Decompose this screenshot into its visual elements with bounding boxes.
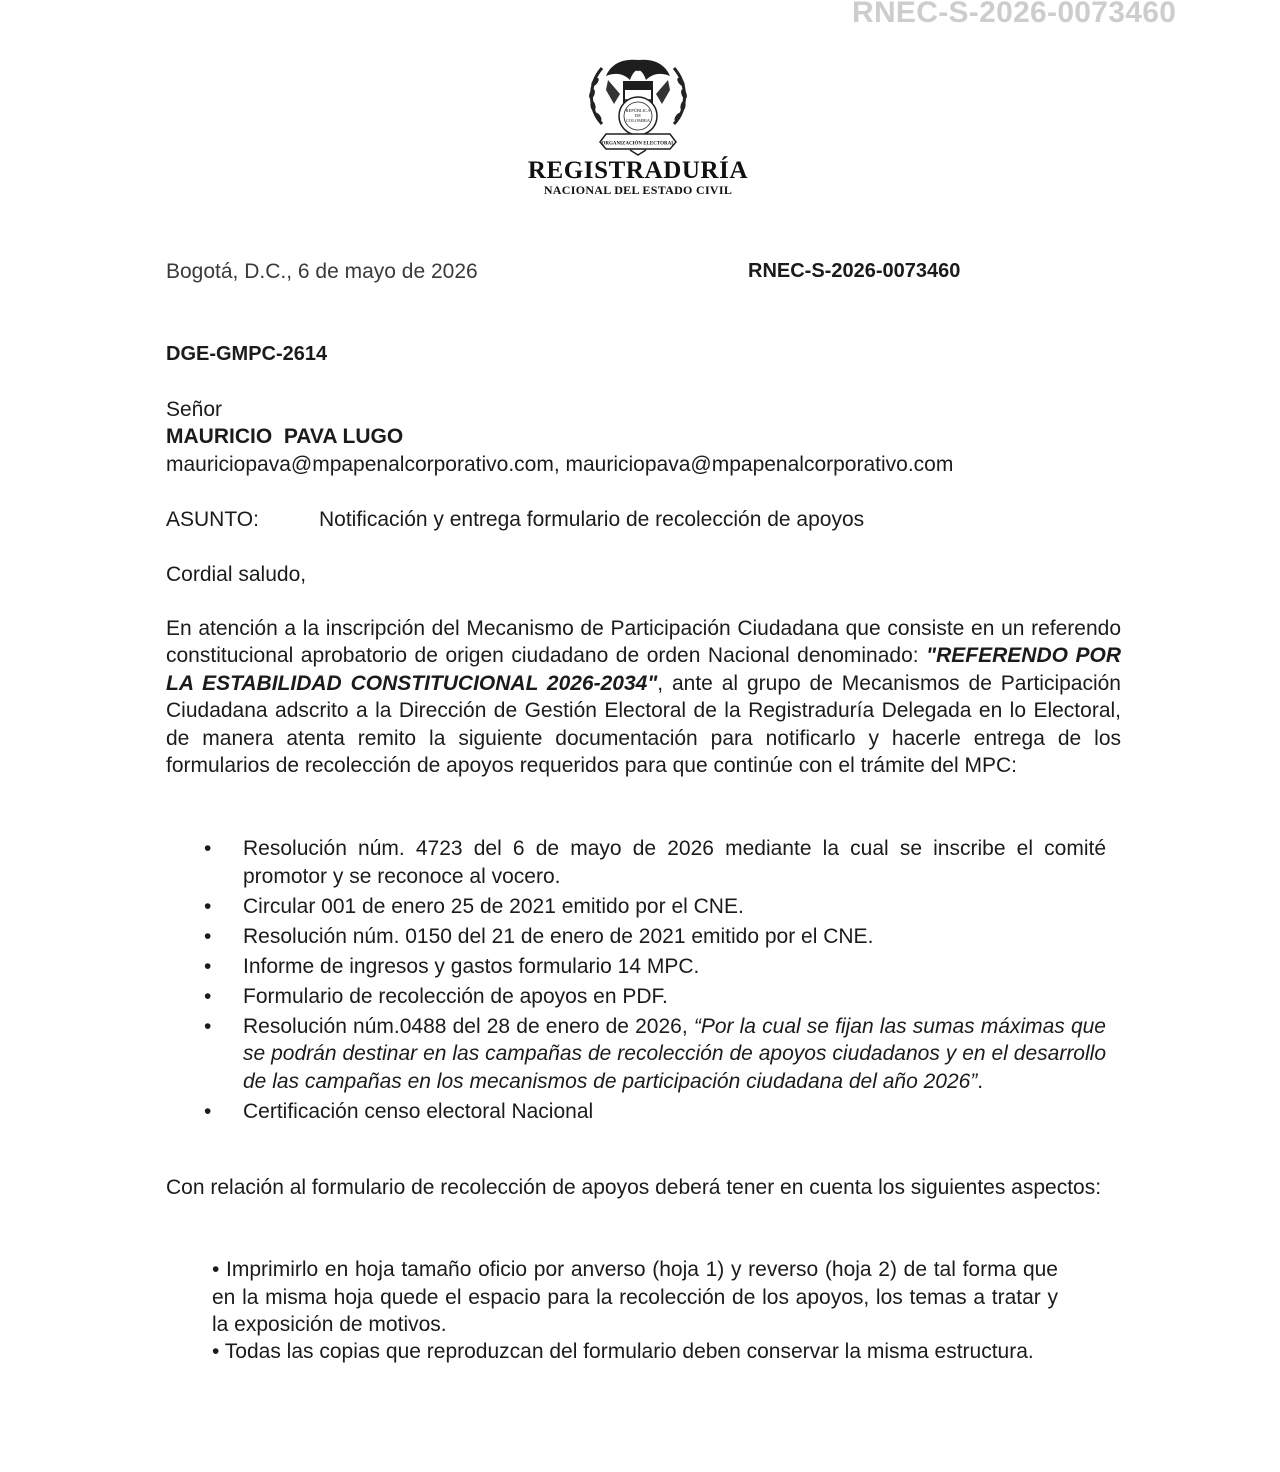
document-item-text: Certificación censo electoral Nacional (243, 1099, 594, 1123)
subject-line (166, 506, 864, 533)
form-intro: Con relación al formulario de recolección de apoyos deberá tener en cuenta los siguientes aspectos: (166, 1176, 1102, 1199)
recipient-salutation: Señor (166, 398, 223, 421)
reference-code: DGE-GMPC-2614 (166, 343, 328, 365)
referendum-name: "REFERENDO POR LA ESTABILIDAD CONSTITUCIONAL 2026-2034" (166, 644, 1121, 695)
aspect-item: • Todas las copias que reproduzcan del formulario deben conservar la misma estructura. (212, 1340, 1034, 1363)
resolution-end: . (977, 1069, 984, 1093)
svg-text:ORGANIZACIÓN ELECTORAL: ORGANIZACIÓN ELECTORAL (601, 141, 675, 147)
brand-title: REGISTRADURÍA (527, 157, 749, 184)
subject-label: ASUNTO: (166, 508, 259, 531)
bullet-icon: • (204, 894, 212, 918)
date-line: Bogotá, D.C., 6 de mayo de 2026 (166, 260, 478, 283)
resolution-lead: Resolución núm.0488 del 28 de enero de 2026, (243, 1014, 694, 1038)
document-item-text: Resolución núm. 0150 del 21 de enero de 2021 emitido por el CNE. (243, 924, 874, 948)
document-item-text: Informe de ingresos y gastos formulario 14 MPC. (243, 954, 700, 978)
bullet-icon: • (204, 924, 212, 948)
brand-subtitle: NACIONAL DEL ESTADO CIVIL (543, 183, 733, 197)
registraduria-logo (515, 54, 761, 196)
recipient-emails: mauriciopava@mpapenalcorporativo.com, mauriciopava@mpapenalcorporativo.com (166, 453, 954, 476)
body-text-part1: En atención a la inscripción del Mecanismo de Participación Ciudadana que consiste en un referendo constitucional aprobatorio de origen ciudadano de orden Nacional denominado: (166, 617, 1121, 668)
list-item (166, 1098, 1106, 1126)
document-item-text: Resolución núm. 4723 del 6 de mayo de 2026 mediante la cual se inscribe el comité promotor y se reconoce al vocero. (243, 837, 1106, 888)
document-watermark: RNEC-S-2026-0073460 (852, 0, 1177, 29)
bullet-icon: • (204, 1099, 212, 1123)
bullet-icon: • (204, 1014, 212, 1038)
svg-text:COLOMBIA: COLOMBIA (625, 118, 651, 123)
body-text-part2: , ante al grupo de Mecanismos de Participación Ciudadana adscrito a la Dirección de Gestión Electoral de la Registraduría Delegada en lo Electoral, de manera atenta remito la siguiente documentación para notificarlo y hacerle entrega de los formularios de recolección de apoyos requeridos para que continúe con el trámite del MPC: (166, 671, 1121, 778)
bullet-icon: • (204, 837, 212, 860)
list-item (166, 1013, 1106, 1096)
svg-text:REPÚBLICA: REPÚBLICA (625, 108, 651, 113)
recipient-name: MAURICIO PAVA LUGO (166, 425, 404, 448)
subject-text: Notificación y entrega formulario de recolección de apoyos (319, 508, 865, 531)
list-item (166, 983, 1106, 1011)
bullet-icon: • (204, 954, 212, 978)
greeting: Cordial saludo, (166, 563, 307, 586)
radicado-number: RNEC-S-2026-0073460 (748, 260, 961, 282)
list-item (166, 923, 1106, 951)
coat-of-arms-icon (580, 54, 696, 156)
documents-list (166, 835, 1106, 1128)
list-item (166, 893, 1106, 921)
list-item (166, 835, 1106, 890)
resolution-quote: “Por la cual se fijan las sumas máximas que se podrán destinar en las campañas de recolección de apoyos ciudadanos y en el desarrollo de las campañas en los mecanismos de participación ciudadana del año 2026” (243, 1014, 1106, 1093)
aspect-item: • Imprimirlo en hoja tamaño oficio por anverso (hoja 1) y reverso (hoja 2) de tal forma que en la misma hoja quede el espacio para la recolección de los apoyos, los temas a tratar y la exposición de motivos. (212, 1258, 1058, 1336)
document-item-text: Circular 001 de enero 25 de 2021 emitido por el CNE. (243, 894, 744, 918)
list-item (166, 953, 1106, 981)
body-paragraph (166, 615, 1121, 779)
svg-text:DE: DE (635, 113, 641, 118)
bullet-icon: • (204, 984, 212, 1008)
document-item-text: Formulario de recolección de apoyos en PDF. (243, 984, 668, 1008)
